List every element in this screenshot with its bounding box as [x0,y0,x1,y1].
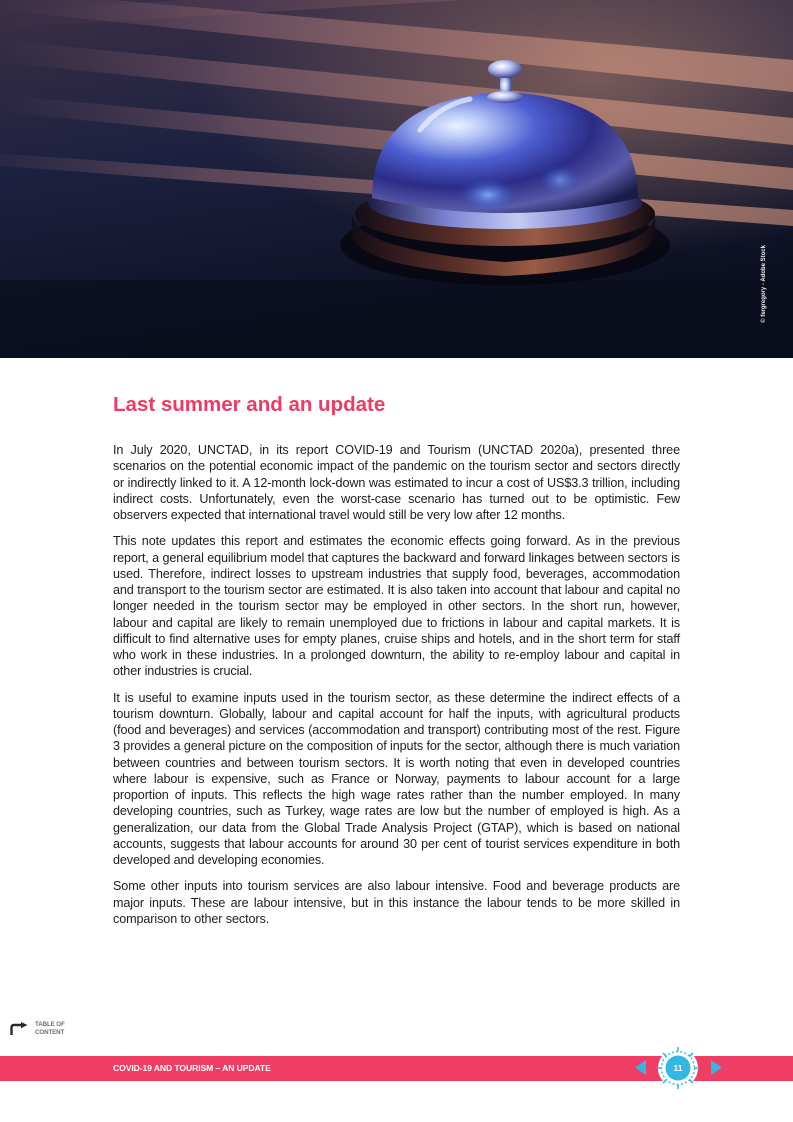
page-number: 11 [673,1063,683,1073]
table-of-content-link[interactable] [10,1021,75,1037]
previous-page-button[interactable] [635,1060,647,1075]
footer-title: COVID-19 AND TOURISM – AN UPDATE [113,1063,271,1073]
toc-label-line-2: CONTENT [35,1029,65,1036]
paragraph-2: This note updates this report and estimates the economic effects going forward. As in the previous report, a general equilibrium model that captures the backward and forward linkages between sectors is used. Therefore, indirect losses to upstream industries that supply food, beverages, accommodation and transport to the tourism sector are estimated. It is also taken into account that labour and capital no longer needed in the tourism sector may be employed in other sectors. In the short run, however, labour and capital are likely to remain unemployed due to frictions in labour and capital markets. It is difficult to find alternative uses for empty planes, cruise ships and hotels, and in the short term for staff who work in these industries. In a prolonged downturn, the ability to re-employ labour and capital in other industries is crucial. [113,534,680,679]
toc-label-line-1: TABLE OF [35,1021,65,1028]
triangle-right-icon [711,1060,722,1075]
photo-credit: © fergregory - Adobe Stock [761,245,767,323]
paragraph-4: Some other inputs into tourism services are also labour intensive. Food and beverage products are major inputs. These are labour intensive, but in this instance the labour tends to be more skilled in comparison to other sectors. [113,879,680,926]
service-bell-illustration [0,0,793,358]
article-body [113,442,680,937]
section-title: Last summer and an update [113,393,386,416]
triangle-left-icon [635,1060,646,1075]
return-arrow-icon [10,1022,30,1036]
next-page-button[interactable] [710,1060,722,1075]
hero-image [0,0,793,358]
paragraph-3: It is useful to examine inputs used in the tourism sector, as these determine the indirect effects of a tourism downturn. Globally, labour and capital account for half the inputs, with agricultural products (food and beverages) and services (accommodation and transport) contributing most of the rest. Figure 3 provides a general picture on the composition of inputs for the sector, although there is much variation between countries and between tourism sectors. It is worth noting that even in developed countries where labour is expensive, such as France or Norway, payments to labour account for a large proportion of inputs. This reflects the high wage rates rather than the number employed. In many developing countries, such as Turkey, wage rates are low but the number of employed is high. As a generalization, our data from the Global Trade Analysis Project (GTAP), which is based on national accounts, suggests that labour accounts for around 30 per cent of tourist services expenditure in both developed and developing economies. [113,690,680,867]
toc-label [35,1021,75,1037]
paragraph-1: In July 2020, UNCTAD, in its report COVID-19 and Tourism (UNCTAD 2020a), presented three scenarios on the potential economic impact of the pandemic on the tourism sector and sectors directly or indirectly linked to it. A 12-month lock-down was estimated to incur a cost of US$3.3 trillion, including indirect costs. Unfortunately, even the worst-case scenario has turned out to be optimistic. Few observers expected that international travel would still be very low after 12 months. [113,443,680,522]
